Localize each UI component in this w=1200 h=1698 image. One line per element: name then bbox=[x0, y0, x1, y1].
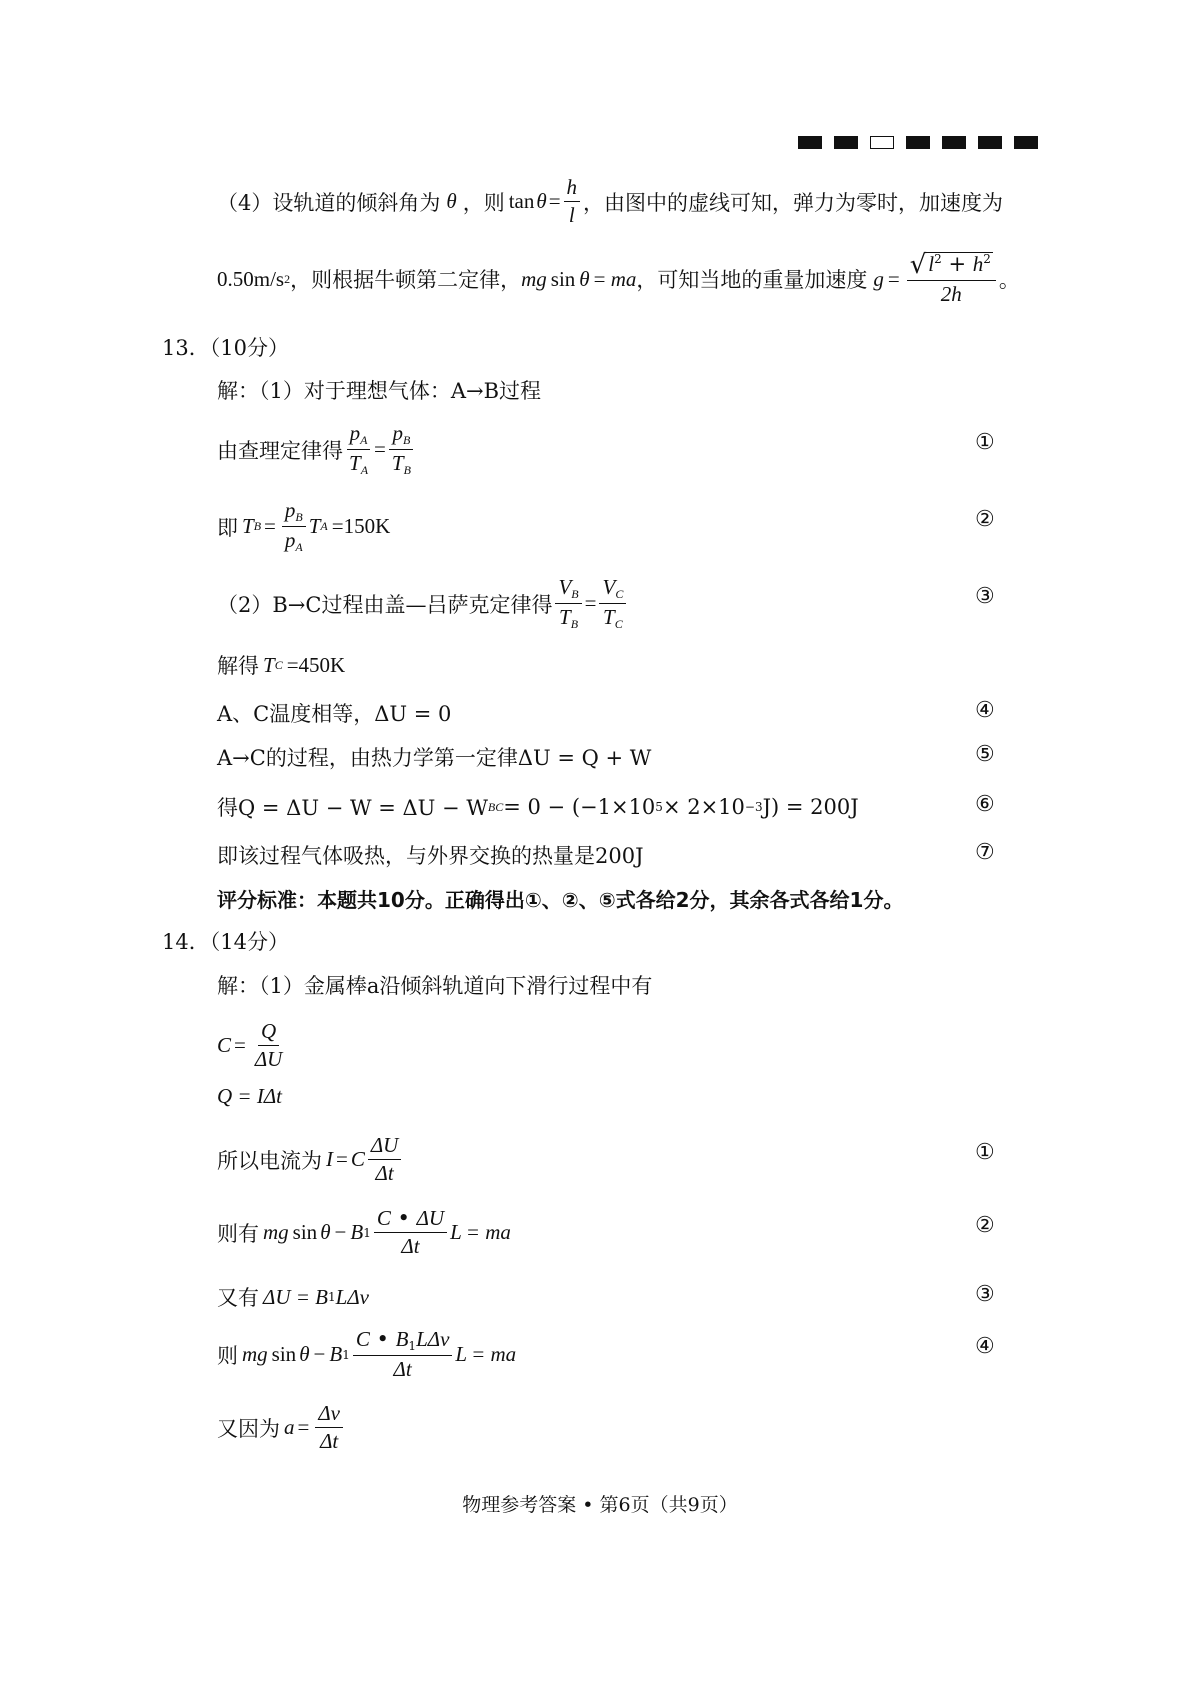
q14-newton2: 则 mg sin θ − B 1 $\frac{C • B_1L\Delta v}{\Delta t}$ L = ma bbox=[217, 1327, 517, 1382]
marker-square bbox=[978, 136, 1002, 149]
marker-square bbox=[1014, 136, 1038, 149]
text: ，则 bbox=[462, 190, 505, 215]
q13-gay-lussac: （2）B→C过程由盖—吕萨克定律得 $\frac{V_B}{T_B}$ = $\frac{V_C}{T_C}$ bbox=[217, 576, 629, 631]
q13-step7: A→C的过程，由热力学第一定律ΔU = Q + W bbox=[217, 746, 652, 770]
acc-value: 0.50m/s bbox=[217, 266, 285, 291]
eq-number: ① bbox=[975, 430, 995, 455]
marker-square-hollow bbox=[870, 136, 894, 149]
q13-heading: 13．（10分） bbox=[162, 336, 289, 360]
q14-charge: Q = IΔt bbox=[217, 1084, 282, 1108]
q13-TC: 解得 T C =450K bbox=[217, 652, 346, 678]
q14-capacitance: C = $\frac{Q}{\Delta U}$ bbox=[217, 1019, 283, 1072]
text: ，可知当地的重量加速度 bbox=[636, 268, 868, 293]
q13-step9: 即该过程气体吸热，与外界交换的热量是200J bbox=[217, 844, 644, 868]
eq-number: ① bbox=[975, 1140, 995, 1165]
marker-square bbox=[834, 136, 858, 149]
q14-step1: 解：（1）金属棒a沿倾斜轨道向下滑行过程中有 bbox=[217, 974, 653, 998]
marker-square bbox=[942, 136, 966, 149]
q13-step6: A、C温度相等，ΔU = 0 bbox=[217, 702, 452, 726]
theta: θ bbox=[536, 189, 547, 214]
g-formula: √ $l^2 + h^2$ 2h bbox=[907, 252, 996, 306]
page-marker bbox=[798, 136, 1038, 149]
eq-number: ⑤ bbox=[975, 742, 995, 767]
p4-line2: 0.50m/s 2 ，则根据牛顿第二定律， mg sin θ = ma ，可知当地的重量加速度 g = √ $l^2 + h^2$ 2h 。 bbox=[217, 250, 1020, 307]
p4-line1: （4）设轨道的倾斜角为 θ ，则 tan θ = $\frac{h}{l}$ ，由图中的虚线可知，弹力为零时，加速度为 bbox=[217, 175, 1004, 228]
eq-number: ④ bbox=[975, 698, 995, 723]
eq-number: ⑦ bbox=[975, 840, 995, 865]
q13-TB: 即 T B = $\frac{p_B}{p_A}$ T A =150K bbox=[217, 498, 391, 555]
mg: mg bbox=[521, 266, 547, 291]
q13-step1: 解：（1）对于理想气体：A→B过程 bbox=[217, 379, 542, 403]
text: （4）设轨道的倾斜角为 bbox=[217, 190, 441, 215]
q13-scoring: 评分标准：本题共10分。正确得出①、②、⑤式各给2分，其余各式各给1分。 bbox=[217, 888, 904, 912]
h-over-l: $\frac{h}{l}$ bbox=[564, 176, 581, 227]
text: ，由图中的虚线可知，弹力为零时，加速度为 bbox=[583, 190, 1004, 215]
eq-number: ② bbox=[975, 1213, 995, 1238]
theta: θ bbox=[446, 189, 457, 214]
text: 。 bbox=[998, 268, 1020, 293]
tan: tan bbox=[508, 189, 535, 214]
q14-accel: 又因为 a = $\frac{\Delta v}{\Delta t}$ bbox=[217, 1402, 346, 1453]
q14-dU: 又有 ΔU = B 1 LΔv bbox=[217, 1284, 369, 1310]
eq-number: ③ bbox=[975, 584, 995, 609]
page-footer: 物理参考答案 • 第6页（共9页） bbox=[462, 1494, 738, 1516]
g: g bbox=[873, 266, 884, 291]
q14-newton: 则有 mg sin θ − B 1 $\frac{C • \Delta U}{\Delta t}$ L = ma bbox=[217, 1206, 511, 1259]
eq-number: ② bbox=[975, 507, 995, 532]
q13-step8: 得Q = ΔU − W = ΔU − W BC = 0 − (−1×10 5 × 2×10 −3 J) = 200J bbox=[217, 795, 859, 820]
marker-square bbox=[798, 136, 822, 149]
text: ，则根据牛顿第二定律， bbox=[290, 268, 522, 293]
eq-number: ④ bbox=[975, 1334, 995, 1359]
marker-square bbox=[906, 136, 930, 149]
eq-number: ③ bbox=[975, 1282, 995, 1307]
q13-charles-law: 由查理定律得 $\frac{p_A}{T_A}$ = $\frac{p_B}{T_B}$ bbox=[217, 422, 417, 477]
q14-heading: 14．（14分） bbox=[162, 930, 289, 954]
q14-current: 所以电流为 I = C $\frac{\Delta U}{\Delta t}$ bbox=[217, 1134, 404, 1185]
eq-number: ⑥ bbox=[975, 792, 995, 817]
